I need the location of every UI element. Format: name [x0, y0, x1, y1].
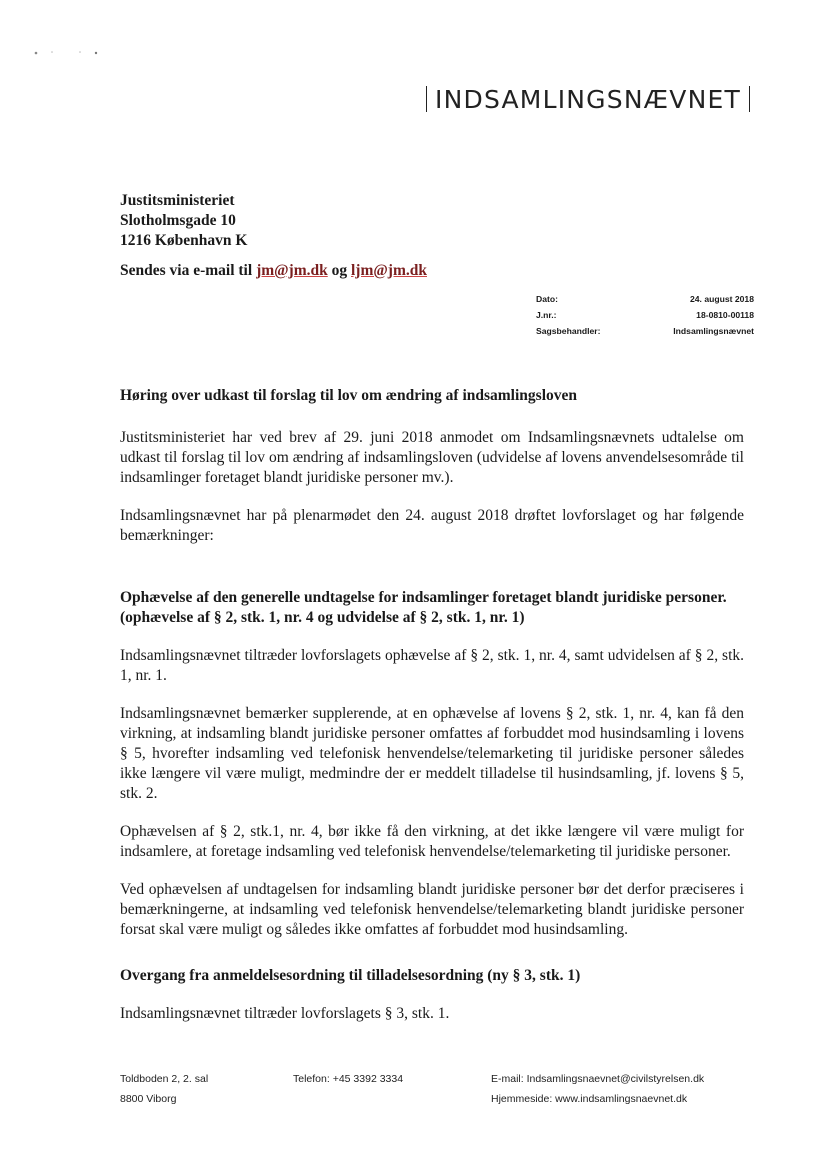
- paragraph-7: Indsamlingsnævnet tiltræder lovforslagets § 3, stk. 1.: [120, 1005, 450, 1022]
- meta-jnr-value: 18-0810-00118: [696, 310, 754, 320]
- letter-title: Høring over udkast til forslag til lov om ændring af indsamlingsloven: [120, 387, 578, 404]
- footer-phone-text: Telefon: +45 3392 3334: [293, 1073, 404, 1085]
- meta-row-sagsbehandler: [536, 323, 754, 339]
- paragraph-5: Ophævelsen af § 2, stk.1, nr. 4, bør ikke få den virkning, at det ikke længere vil være muligt for indsamlere, at foretage indsamling ved telefonisk henvendelse/telemarketing til juridiske personer.: [120, 823, 744, 860]
- paragraph-1: Justitsministeriet har ved brev af 29. juni 2018 anmodet om Indsamlingsnævnets udtalelse om udkast til forslag til lov om ændring af indsamlingsloven (udvidelse af lovens anvendelsesområde til indsamlinger foretaget blandt juridiske personer mv.).: [120, 429, 744, 486]
- recipient-street: Slotholmsgade 10: [120, 212, 236, 229]
- footer-contact: [491, 1069, 704, 1109]
- scan-specks: [32, 48, 102, 58]
- meta-dato-label: Dato:: [536, 294, 558, 304]
- meta-jnr-label: J.nr.:: [536, 310, 557, 320]
- letterhead-brand: [418, 82, 758, 116]
- recipient-address: [120, 191, 247, 251]
- footer-address: [120, 1069, 208, 1109]
- brand-name: INDSAMLINGSNÆVNET: [435, 84, 741, 114]
- meta-sags-label: Sagsbehandler:: [536, 326, 601, 336]
- section-1-heading: Ophævelse af den generelle undtagelse for indsamlinger foretaget blandt juridiske personer. (ophævelse af § 2, stk. 1, nr. 4 og udvidelse af § 2, stk. 1, nr. 1): [120, 589, 727, 626]
- paragraph-3: Indsamlingsnævnet tiltræder lovforslagets ophævelse af § 2, stk. 1, nr. 4, samt udvidelsen af § 2, stk. 1, nr. 1.: [120, 647, 744, 684]
- brand-bar-left: [426, 86, 427, 112]
- letter-meta: [536, 291, 754, 339]
- footer-website[interactable]: Hjemmeside: www.indsamlingsnaevnet.dk: [491, 1093, 688, 1105]
- email-link-2[interactable]: ljm@jm.dk: [351, 262, 427, 279]
- letter-body: [120, 386, 744, 1024]
- footer-address-line-2: 8800 Viborg: [120, 1093, 177, 1105]
- section-2-heading: Overgang fra anmeldelsesordning til tilladelsesordning (ny § 3, stk. 1): [120, 967, 581, 984]
- meta-dato-value: 24. august 2018: [689, 294, 754, 304]
- recipient-name: Justitsministeriet: [120, 192, 235, 209]
- footer-phone: [293, 1069, 403, 1089]
- recipient-city: 1216 København K: [120, 232, 248, 249]
- email-link-1[interactable]: jm@jm.dk: [256, 262, 328, 279]
- meta-sags-value: Indsamlingsnævnet: [673, 326, 754, 336]
- sendes-prefix: Sendes via e-mail til: [120, 262, 253, 279]
- paragraph-2: Indsamlingsnævnet har på plenarmødet den 24. august 2018 drøftet lovforslaget og har følgende bemærkninger:: [120, 507, 744, 544]
- meta-row-jnr: [536, 307, 754, 323]
- sendes-joiner: og: [331, 262, 348, 279]
- brand-bar-right: [749, 86, 750, 112]
- paragraph-4: Indsamlingsnævnet bemærker supplerende, at en ophævelse af lovens § 2, stk. 1, nr. 4, kan få den virkning, at indsamling blandt juridiske personer omfattes af forbuddet mod husindsamling i lovens § 5, hvorefter indsamling ved telefonisk henvendelse/telemarketing til juridiske personer således ikke længere vil være muligt, medmindre der er meddelt tilladelse til husindsamling, jf. lovens § 5, stk. 2.: [120, 705, 744, 802]
- footer-email[interactable]: E-mail: Indsamlingsnaevnet@civilstyrelsen.dk: [491, 1073, 705, 1085]
- meta-row-dato: [536, 291, 754, 307]
- paragraph-6: Ved ophævelsen af undtagelsen for indsamling blandt juridiske personer bør det derfor præciseres i bemærkningerne, at indsamling ved telefonisk henvendelse/telemarketing blandt juridiske personer forsat skal være muligt og således ikke omfattes af forbuddet mod husindsamling.: [120, 881, 744, 938]
- footer-address-line-1: Toldboden 2, 2. sal: [120, 1073, 209, 1085]
- sendes-line: [120, 262, 427, 280]
